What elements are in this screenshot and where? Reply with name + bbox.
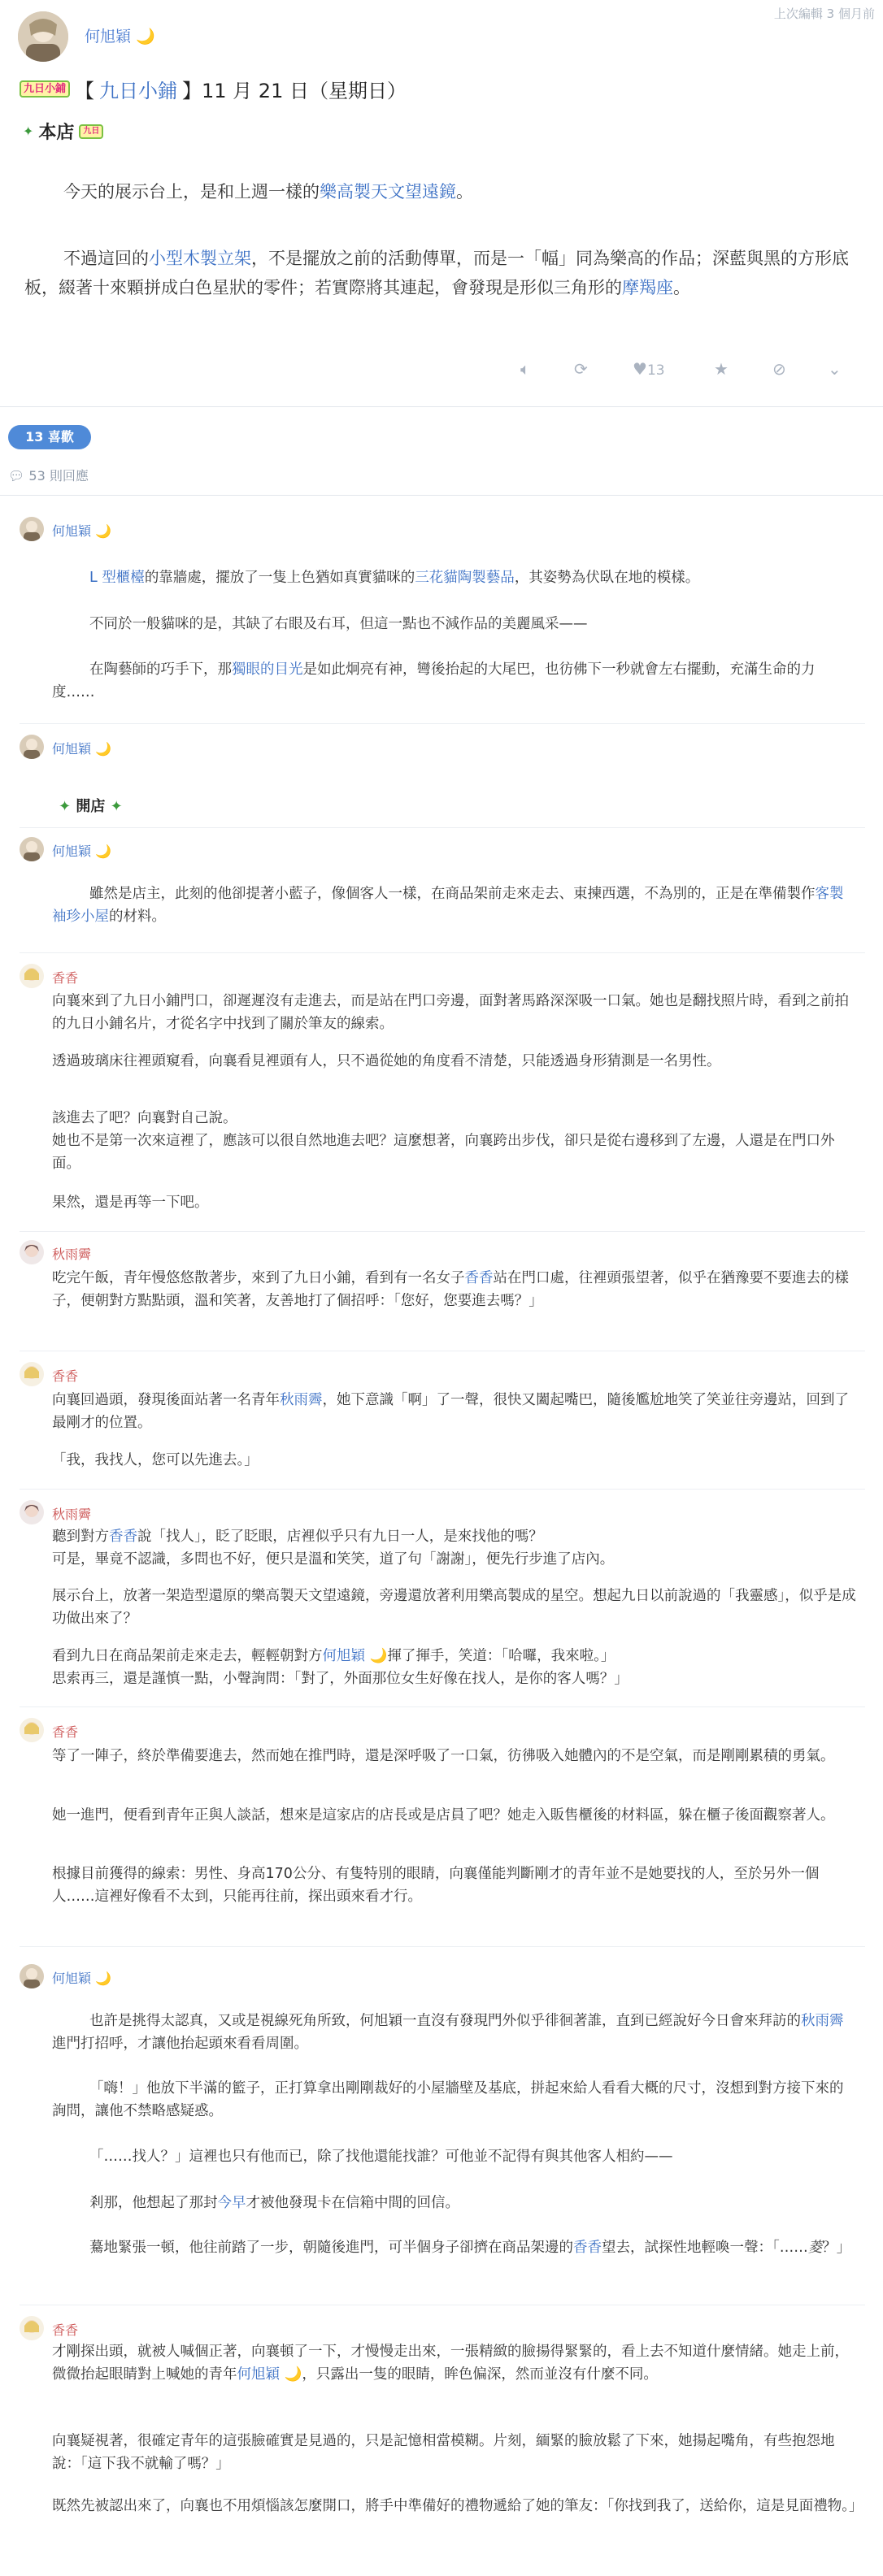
post-p2-text-a: 不過這回的 [63, 249, 149, 268]
c7-text-b: 說「找人」，眨了眨眼，店裡似乎只有九日一人，是來找他的嗎？ [137, 1529, 543, 1545]
comment-paragraph: 思索再三，還是謹慎一點，小聲詢問：「對了，外面那位女生好像在找人，是你的客人嗎？」 [52, 1671, 629, 1687]
author-name-text[interactable]: 何旭穎 [85, 28, 132, 46]
title-link[interactable]: 九日小鋪 [99, 80, 178, 102]
section-label: 本店 [38, 123, 75, 143]
author-avatar[interactable] [18, 11, 68, 62]
comment-author[interactable] [52, 1968, 111, 1987]
sparkle-icon: ✦ [23, 124, 34, 139]
comment-paragraph: 可是，畢竟不認識，多問也不好，便只是溫和笑笑，道了句「謝謝」，便先行步進了店內。 [52, 1551, 615, 1568]
mute-icon[interactable]: 🔈︎ [520, 359, 530, 379]
moon-icon: 🌙 [95, 843, 112, 859]
star-icon[interactable]: ★ [714, 359, 729, 379]
avatar[interactable] [20, 964, 44, 988]
c3-text-b: 的材料。 [109, 909, 166, 925]
divider [20, 1946, 865, 1947]
c5-text-a: 吃完午飯，青年慢悠悠散著步，來到了九日小鋪，看到有一名女子 [52, 1270, 465, 1286]
block-icon[interactable]: ⊘ [772, 359, 786, 379]
mention-link[interactable]: 香香 [464, 1270, 494, 1286]
c9-p5-text-d: ？」 [822, 2240, 851, 2256]
title-rest: 】11 月 21 日（星期日） [182, 80, 407, 102]
moon-icon: 🌙 [95, 523, 112, 539]
c9-text-a: 也許是挑得太認真，又或是視線死角所致，何旭穎一直沒有發現門外似乎徘徊著誰，直到已經說好今日會來拜訪的 [89, 2013, 801, 2029]
divider [0, 495, 883, 496]
comment-paragraph: 她也不是第一次來這裡了，應該可以很自然地進去吧？這麼想著，向襄跨出步伐，卻只是從右邊移到了左邊，人還是在門口外面。 [52, 1133, 835, 1172]
c1-p3-text-b: 是如此炯亮有神，彎後抬起的大尾巴，也彷佛下一秒就會左右擺動，充滿生命的力度…… [52, 661, 816, 700]
post-toolbar [0, 356, 883, 388]
post-paragraph-1 [63, 177, 868, 206]
shop-open-text: 開店 [76, 798, 106, 815]
comment-author[interactable]: 香香 [52, 970, 79, 986]
c9-p5-text-a: 驀地緊張一頓，他往前踏了一步，朝隨後進門，可半個身子卻擠在商品架邊的 [89, 2240, 573, 2256]
divider [20, 1231, 865, 1232]
mention-link[interactable]: 何旭穎 [322, 1648, 365, 1664]
comment-paragraph [52, 1525, 857, 1548]
avatar[interactable] [20, 1964, 44, 1988]
c9-p4-text-b: 才被他發現卡在信箱中間的回信。 [246, 2195, 459, 2211]
comment-paragraph: 向襄來到了九日小鋪門口，卻遲遲沒有走進去，而是站在門口旁邊，面對著馬路深深吸一口氣。她也是翻找照片時，看到之前拍的九日小鋪名片，才從名字中找到了關於筆友的線索。 [52, 993, 849, 1032]
comment-paragraph: 她一進門，便看到青年正與人談話，想來是這家店的店長或是店員了吧？她走入販售櫃後的材料區，躲在櫃子後面觀察著人。 [52, 1807, 835, 1824]
comment-body [89, 566, 854, 589]
title-prefix: 【 [75, 80, 95, 102]
avatar[interactable] [20, 837, 44, 861]
shop-logo-icon-2: 九日 [79, 124, 103, 139]
like-button[interactable]: ♥︎ 13 [633, 359, 665, 379]
link-one-eye[interactable]: 獨眼的目光 [232, 661, 303, 678]
comment-paragraph [52, 2236, 857, 2259]
c6-text-a: 向襄回過頭，發現後面站著一名青年 [52, 1392, 280, 1408]
section-header [23, 119, 103, 144]
like-count: 13 [646, 362, 665, 379]
comment-paragraph [52, 2010, 857, 2055]
c10-text-a: 才剛探出頭，就被人喊個正著，向襄頓了一下，才慢慢走出來，一張精緻的臉揚得緊緊的，看上去不知道什麼情緒。她走上前，微微抬起眼睛對上喊她的青年 [52, 2344, 849, 2383]
comment-author-text[interactable]: 何旭穎 [52, 741, 92, 757]
moon-icon: 🌙 [136, 28, 155, 46]
shop-open-label [59, 795, 123, 816]
post-p2-text-c: 。 [673, 278, 690, 297]
comment-paragraph: 展示台上，放著一架造型還原的樂高製天文望遠鏡，旁邊還放著利用樂高製成的星空。想起九日以前說過的「我靈感」，似乎是成功做出來了？ [52, 1588, 856, 1627]
mention-link[interactable]: 何旭穎 [237, 2366, 280, 2383]
comment-paragraph [52, 658, 853, 704]
avatar[interactable] [20, 1500, 44, 1524]
comment-author-text[interactable]: 何旭穎 [52, 843, 92, 859]
comment-author[interactable] [52, 739, 111, 757]
sparkle-icon: ✦ [59, 798, 72, 815]
comment-paragraph [52, 1645, 857, 1667]
reply-count-text: 53 則回應 [28, 468, 89, 484]
avatar[interactable] [20, 517, 44, 541]
comment-icon: 💬︎ [8, 468, 25, 484]
avatar[interactable] [20, 1718, 44, 1742]
comment-body [52, 1389, 857, 1434]
comment-body [52, 1267, 857, 1312]
post-p1-text-a: 今天的展示台上，是和上週一樣的 [63, 182, 320, 202]
link-this-morning[interactable]: 今早 [217, 2195, 246, 2211]
divider [20, 723, 865, 724]
link-capricorn[interactable]: 摩羯座 [622, 278, 673, 297]
link-miniature-house[interactable]: 客製袖珍小屋 [52, 886, 844, 925]
divider [20, 952, 865, 953]
c5-text-b: 站在門口處，往裡頭張望著，似乎在猶豫要不要進去的樣子，便朝對方點點頭，溫和笑著，友善地打了個招呼：「您好，您要進去嗎？」 [52, 1270, 849, 1309]
moon-icon: 🌙 [95, 1971, 112, 1986]
comment-paragraph: 等了一陣子，終於準備要進去，然而她在推門時，還是深呼吸了一口氣，彷彿吸入她體內的不是空氣，而是剛剛累積的勇氣。 [52, 1748, 835, 1764]
link-lego-telescope[interactable]: 樂高製天文望遠鏡 [320, 182, 456, 202]
c1-p3-text-a: 在陶藝師的巧手下，那 [89, 661, 232, 678]
c9-text-b: 進門打招呼，才讓他抬起頭來看看周圍。 [52, 2036, 308, 2052]
chevron-down-icon[interactable]: ⌄ [828, 359, 842, 379]
c7-text-a: 聽到對方 [52, 1529, 109, 1545]
edit-timestamp: 上次編輯 3 個月前 [773, 7, 875, 21]
comment-paragraph: 透過玻璃床往裡頭窺看，向襄看見裡頭有人，只不過從她的角度看不清楚，只能透過身形猜測是一名男性。 [52, 1053, 721, 1069]
shop-logo-icon: 九日小鋪 [20, 80, 70, 98]
moon-icon: 🌙 [369, 1648, 388, 1664]
comment-paragraph: 「我，我找人，您可以先進去。」 [52, 1452, 259, 1468]
comment-body [52, 883, 857, 928]
comment-paragraph: 「……找人？」這裡也只有他而已，除了找他還能找誰？可他並不記得有與其他客人相約—— [89, 2149, 673, 2165]
comment-author-text[interactable]: 何旭穎 [52, 1971, 92, 1986]
comment-paragraph: 向襄疑視著，很確定青年的這張臉確實是見過的，只是記憶相當模糊。片刻，緬緊的臉放鬆了下來，她揚起嘴角，有些抱怨地說：「這下我不就輸了嗎？」 [52, 2433, 835, 2472]
comment-paragraph: 既然先被認出來了，向襄也不用煩惱該怎麼開口，將手中準備好的禮物遞給了她的筆友：「你找到我了，送給你，這是見面禮物。」 [52, 2498, 863, 2514]
link-wood-stand[interactable]: 小型木製立架 [149, 249, 251, 268]
moon-icon: 🌙 [95, 741, 112, 757]
mention-link[interactable]: 香香 [109, 1529, 137, 1545]
avatar[interactable] [20, 1362, 44, 1386]
post-title [20, 75, 407, 103]
comment-author[interactable]: 秋雨霽 [52, 1507, 92, 1522]
likes-badge[interactable]: 13 喜歡 [8, 425, 91, 449]
comment-paragraph: 根據目前獲得的線索：男性、身高170公分、有隻特別的眼睛，向襄僅能判斷剛才的青年並不是她要找的人，至於另外一個人……這裡好像看不太到，只能再往前，探出頭來看才行。 [52, 1866, 820, 1905]
comment-paragraph: 該進去了吧？向襄對自己說。 [52, 1110, 237, 1126]
comment-author[interactable] [52, 521, 111, 540]
c9-p4-text-a: 剎那，他想起了那封 [89, 2195, 218, 2211]
c1-text-b: ，其姿勢為伏臥在地的模樣。 [514, 570, 700, 586]
comment-author[interactable]: 香香 [52, 2322, 79, 2338]
post-p2-text-b: ，不是擺放之前的活動傳單，而是一「幅」同為樂高的作品；深藍與黑的方形底板，綴著十來顆拼成白色星狀的零件；若實際將其連起，會發現是形似三角形的 [24, 249, 849, 297]
divider [20, 1489, 865, 1490]
comment-paragraph: 「嗨！」他放下半滿的籃子，正打算拿出剛剛裁好的小屋牆壁及基底，拼起來給人看看大概的尺寸，沒想到對方接下來的詢問，讓他不禁略感疑惑。 [52, 2080, 844, 2119]
c6-text-b: ，她下意識「啊」了一聲，很快又闔起嘴巴，隨後尷尬地笑了笑並往旁邊站，回到了最剛才的位置。 [52, 1392, 849, 1431]
comment-paragraph [89, 2192, 854, 2214]
comment-author[interactable]: 香香 [52, 1368, 79, 1384]
c9-p5-text-italic: 菱 [807, 2240, 823, 2256]
c7-p4-text-b: 揮了揮手，笑道：「哈囉，我來啦。」 [387, 1648, 615, 1664]
reply-count[interactable] [8, 466, 89, 484]
comment-paragraph: 不同於一般貓咪的是，其缺了右眼及右耳，但這一點也不減作品的美麗風采—— [89, 616, 588, 632]
c9-p5-text-b: 望去，試探性地輕喚一聲：「…… [602, 2240, 808, 2256]
mention-link[interactable]: 香香 [573, 2240, 602, 2256]
moon-icon: 🌙 [284, 2366, 302, 2383]
comment-paragraph [52, 2340, 857, 2386]
link-calico-cat[interactable]: 三花貓陶製藝品 [415, 570, 515, 586]
divider [20, 1706, 865, 1707]
avatar[interactable] [20, 2316, 44, 2340]
repost-icon[interactable]: ⟳ [574, 359, 588, 379]
divider [0, 406, 883, 407]
c3-text-a: 雖然是店主，此刻的他卻提著小藍子，像個客人一樣，在商品架前走來走去、東揀西選，不為別的，正是在準備製作 [89, 886, 816, 902]
c1-text: 的靠牆處，擺放了一隻上色猶如真實貓咪的 [144, 570, 415, 586]
comment-author[interactable]: 秋雨霽 [52, 1247, 92, 1262]
c10-text-b: ，只露出一隻的眼睛，眸色偏深，然而並沒有什麼不同。 [302, 2366, 658, 2383]
comment-paragraph: 果然，還是再等一下吧。 [52, 1195, 209, 1211]
post-paragraph-2 [24, 244, 854, 302]
sparkle-icon: ✦ [110, 798, 123, 815]
avatar[interactable] [20, 735, 44, 759]
mention-link[interactable]: 秋雨霽 [280, 1392, 323, 1408]
mention-link[interactable]: 秋雨霽 [801, 2013, 844, 2029]
divider [20, 827, 865, 828]
author-name[interactable] [85, 24, 155, 46]
comment-author[interactable] [52, 841, 111, 860]
comment-author-text[interactable]: 何旭穎 [52, 523, 92, 539]
post-p1-text-b: 。 [456, 182, 473, 202]
avatar[interactable] [20, 1240, 44, 1264]
c7-p4-text-a: 看到九日在商品架前走來走去，輕輕朝對方 [52, 1648, 323, 1664]
link-l-counter[interactable]: L 型櫃檯 [89, 570, 145, 586]
comment-author[interactable]: 香香 [52, 1724, 79, 1740]
